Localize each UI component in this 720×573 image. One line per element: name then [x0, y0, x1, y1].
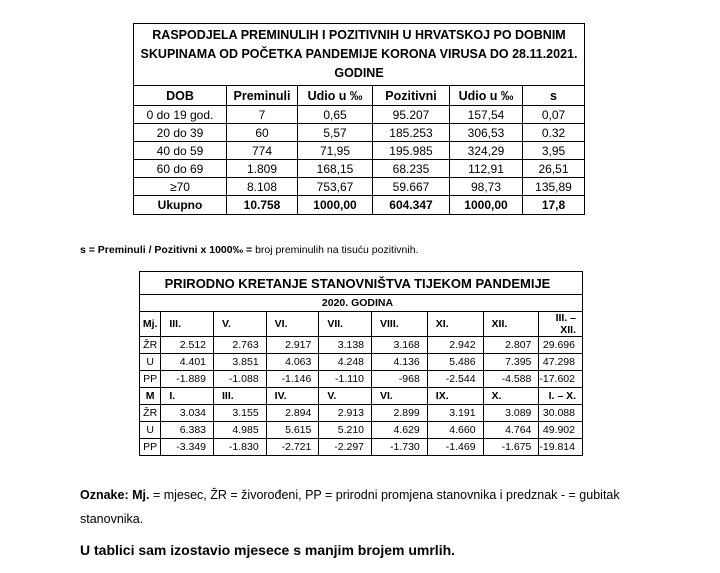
table-cell: 3.034 [161, 405, 214, 422]
table-cell: ŽR [140, 405, 161, 422]
table-cell: -1.675 [483, 439, 539, 456]
table-cell: 2.942 [427, 337, 483, 354]
table-row [140, 439, 583, 456]
table-cell: 4.985 [214, 422, 267, 439]
col-header: Pozitivni [373, 86, 450, 106]
table-cell: -4.588 [483, 371, 539, 388]
table-cell: III. [161, 312, 214, 337]
table-cell: 4.629 [372, 422, 428, 439]
table-row [140, 388, 583, 405]
table-cell: -968 [372, 371, 428, 388]
table-row [134, 124, 585, 142]
table-row [134, 196, 585, 215]
table-cell: 774 [227, 142, 298, 160]
table-cell: VI. [372, 388, 428, 405]
table-cell: -19.814 [539, 439, 583, 456]
col-header: Udio u ‰ [450, 86, 523, 106]
table-row [140, 405, 583, 422]
table1-title: RASPODJELA PREMINULIH I POZITIVNIH U HRVATSKOJ PO DOBNIM SKUPINAMA OD POČETKA PANDEMIJE KORONA VIRUSA DO 28.11.2021. GODINE [134, 24, 585, 86]
table-cell: V. [214, 312, 267, 337]
table-cell: -1.110 [319, 371, 372, 388]
table-cell: 29.696 [539, 337, 583, 354]
table-cell: 40 do 59 [134, 142, 227, 160]
table-cell: 71,95 [298, 142, 373, 160]
table-cell: 4.136 [372, 354, 428, 371]
natural-change-table [139, 271, 583, 456]
table-cell: 3.168 [372, 337, 428, 354]
table-cell: Mj. [140, 312, 161, 337]
table-cell: 3.191 [427, 405, 483, 422]
table-row [140, 337, 583, 354]
table-cell: 98,73 [450, 178, 523, 196]
table-cell: 2.894 [266, 405, 319, 422]
table-row [140, 422, 583, 439]
table-cell: 1000,00 [450, 196, 523, 215]
table-cell: 168,15 [298, 160, 373, 178]
table-cell: 4.401 [161, 354, 214, 371]
table-cell: 95.207 [373, 106, 450, 124]
table-cell: 2.512 [161, 337, 214, 354]
author-note: U tablici sam izostavio mjesece s manjim brojem umrlih. [80, 542, 456, 558]
table-cell: 1000,00 [298, 196, 373, 215]
table-cell: 306,53 [450, 124, 523, 142]
table-cell: 4.063 [266, 354, 319, 371]
table-cell: 2.763 [214, 337, 267, 354]
table-cell: PP [140, 439, 161, 456]
age-distribution-table [133, 23, 585, 215]
table2-year: 2020. GODINA [140, 295, 583, 312]
table-cell: 2.807 [483, 337, 539, 354]
table-cell: -1.830 [214, 439, 267, 456]
table-cell: -1.469 [427, 439, 483, 456]
table-cell: 6.383 [161, 422, 214, 439]
table-cell: 1.809 [227, 160, 298, 178]
table-cell: 3,95 [523, 142, 585, 160]
table-cell: I. – X. [539, 388, 583, 405]
table-cell: 2.899 [372, 405, 428, 422]
table-cell: -3.349 [161, 439, 214, 456]
table-cell: -2.721 [266, 439, 319, 456]
table-cell: IX. [427, 388, 483, 405]
table-cell: M [140, 388, 161, 405]
table-cell: 0 do 19 god. [134, 106, 227, 124]
legend-label: Oznake: Mj. [80, 488, 150, 502]
legend-text [80, 483, 660, 531]
table-cell: 195.985 [373, 142, 450, 160]
table-cell: 4.660 [427, 422, 483, 439]
col-header: DOB [134, 86, 227, 106]
table-cell: 5,57 [298, 124, 373, 142]
table-cell: 4.764 [483, 422, 539, 439]
table-cell: III. – XII. [539, 312, 583, 337]
table-cell: -2.297 [319, 439, 372, 456]
table-cell: -17.602 [539, 371, 583, 388]
table-cell: 0.32 [523, 124, 585, 142]
table-cell: ≥70 [134, 178, 227, 196]
table-cell: 0,07 [523, 106, 585, 124]
table-cell: ŽR [140, 337, 161, 354]
table-cell: 135,89 [523, 178, 585, 196]
col-header: Preminuli [227, 86, 298, 106]
table-cell: Ukupno [134, 196, 227, 215]
table-cell: U [140, 354, 161, 371]
table-cell: 3.851 [214, 354, 267, 371]
table-cell: -2.544 [427, 371, 483, 388]
table-cell: 0,65 [298, 106, 373, 124]
col-header: s [523, 86, 585, 106]
table-cell: 753,67 [298, 178, 373, 196]
table-cell: VIII. [372, 312, 428, 337]
table-cell: 26,51 [523, 160, 585, 178]
legend-explanation: = mjesec, ŽR = živorođeni, PP = prirodni promjena stanovnika i predznak - = gubitak stanovnika. [80, 488, 620, 526]
table-cell: 59.667 [373, 178, 450, 196]
table-cell: 68.235 [373, 160, 450, 178]
table-cell: X. [483, 388, 539, 405]
table-cell: 2.917 [266, 337, 319, 354]
table-cell: 157,54 [450, 106, 523, 124]
table-cell: 112,91 [450, 160, 523, 178]
table-cell: 3.155 [214, 405, 267, 422]
table-cell: 604.347 [373, 196, 450, 215]
table-cell: IV. [266, 388, 319, 405]
table-cell: 8.108 [227, 178, 298, 196]
table-cell: III. [214, 388, 267, 405]
table-cell: 4.248 [319, 354, 372, 371]
table-cell: -1.146 [266, 371, 319, 388]
table-cell: 3.138 [319, 337, 372, 354]
table-cell: XI. [427, 312, 483, 337]
table-cell: U [140, 422, 161, 439]
table-cell: V. [319, 388, 372, 405]
table-cell: 60 [227, 124, 298, 142]
table-cell: 5.210 [319, 422, 372, 439]
table-cell: 17,8 [523, 196, 585, 215]
table-row [134, 106, 585, 124]
table-cell: 60 do 69 [134, 160, 227, 178]
table-cell: -1.889 [161, 371, 214, 388]
table-cell: 7.395 [483, 354, 539, 371]
table-cell: PP [140, 371, 161, 388]
table-row [140, 354, 583, 371]
table-row [140, 371, 583, 388]
table-cell: 324,29 [450, 142, 523, 160]
col-header: Udio u ‰ [298, 86, 373, 106]
table-cell: 2.913 [319, 405, 372, 422]
table-cell: 20 do 39 [134, 124, 227, 142]
table-cell: I. [161, 388, 214, 405]
table-row [134, 178, 585, 196]
formula-explanation: broj preminulih na tisuću pozitivnih. [252, 244, 419, 256]
table-cell: -1.730 [372, 439, 428, 456]
table-row [134, 160, 585, 178]
table-cell: 5.486 [427, 354, 483, 371]
formula-line [80, 244, 419, 256]
table-cell: -1.088 [214, 371, 267, 388]
table-cell: 3.089 [483, 405, 539, 422]
table-cell: 49.902 [539, 422, 583, 439]
table-cell: XII. [483, 312, 539, 337]
table1-header-row [134, 86, 585, 106]
table-cell: 47.298 [539, 354, 583, 371]
table-cell: 185.253 [373, 124, 450, 142]
formula-definition: s = Preminuli / Pozitivni x 1000‰ = [80, 244, 253, 256]
table-row [134, 142, 585, 160]
table-cell: VII. [319, 312, 372, 337]
table-row [140, 312, 583, 337]
table-cell: 30.088 [539, 405, 583, 422]
table-cell: 7 [227, 106, 298, 124]
table-cell: 5.615 [266, 422, 319, 439]
table-cell: VI. [266, 312, 319, 337]
table-cell: 10.758 [227, 196, 298, 215]
table2-title: PRIRODNO KRETANJE STANOVNIŠTVA TIJEKOM PANDEMIJE [140, 272, 583, 295]
